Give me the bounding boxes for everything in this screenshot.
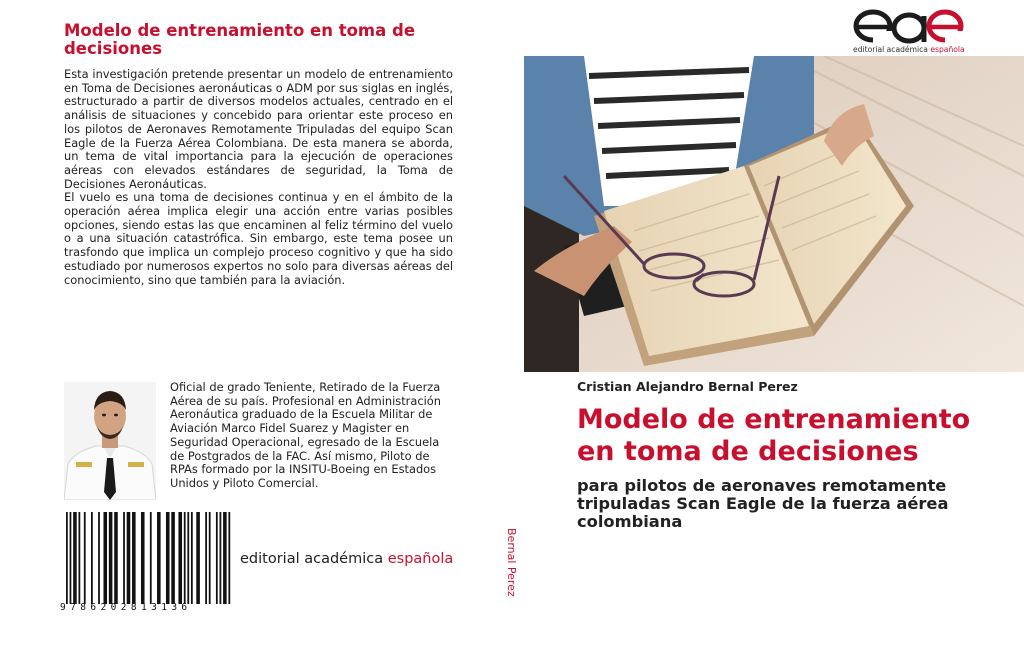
barcode-bar: [184, 512, 186, 604]
front-subtitle: para pilotos de aeronaves remotamente tripuladas Scan Eagle de la fuerza aérea colombiana: [577, 476, 949, 531]
front-author: Cristian Alejandro Bernal Perez: [577, 379, 798, 394]
barcode-bar: [171, 512, 175, 604]
isbn-number: 9786202813136: [60, 602, 192, 613]
barcode-bar: [109, 512, 113, 604]
barcode-bar: [84, 512, 86, 604]
barcode-bar: [91, 512, 93, 604]
barcode-bar: [196, 512, 200, 604]
author-bio: Oficial de grado Teniente, Retirado de la Fuerza Aérea de su país. Profesional en Administración Aeronáutica graduado de la Escuela Militar de Aviación Marco Fidel Suarez y Magister en Seguridad Operacional, egresado de la Escuela de Postgrados de la FAC. Así mismo, Piloto de RPAs formado por la INSITU-Boeing en Estados Unidos y Piloto Comercial.: [170, 380, 441, 490]
barcode-bar: [123, 512, 125, 604]
barcode-bar: [191, 512, 193, 604]
cover-photo: [524, 56, 1024, 372]
logo-caption-main: editorial académica: [853, 45, 931, 54]
front-title: Modelo de entrenamiento en toma de decisiones: [577, 404, 971, 467]
barcode: [64, 512, 234, 616]
logo-caption: [853, 45, 965, 54]
barcode-bar: [223, 512, 227, 604]
back-cover-title: Modelo de entrenamiento en toma de decisiones: [64, 21, 416, 58]
barcode-bar: [187, 512, 189, 604]
barcode-bar: [209, 512, 211, 604]
barcode-bar: [70, 512, 72, 604]
barcode-bar: [103, 512, 107, 604]
spine-author: Bernal Perez: [505, 528, 518, 597]
back-publisher-accent: española: [387, 551, 454, 567]
barcode-bar: [127, 512, 131, 604]
barcode-bar: [78, 512, 80, 604]
barcode-bar: [157, 512, 161, 604]
back-publisher-name: [240, 551, 453, 567]
barcode-bar: [205, 512, 207, 604]
logo-caption-accent: española: [930, 45, 965, 54]
barcode-bar: [98, 512, 100, 604]
back-cover-blurb: [64, 68, 453, 287]
barcode-bar: [150, 512, 152, 604]
blurb-paragraph-1: Esta investigación pretende presentar un modelo de entrenamiento en Toma de Decisiones aeronáuticas o ADM por sus siglas en inglés, estructurado a partir de diversos modelos actuales, centrado en el análisis de situaciones y concebido para orientar este proceso en los pilotos de Aeronaves Remotamente Tripuladas del equipo Scan Eagle de la Fuerza Aérea Colombiana. De esta manera se aborda, un tema de vital importancia para la ejecución de operaciones aéreas con elevados estándares de seguridad, la Toma de Decisiones Aeronáuticas.: [64, 67, 453, 191]
barcode-bar: [132, 512, 136, 604]
barcode-bar: [216, 512, 218, 604]
barcode-bar: [141, 512, 145, 604]
barcode-bar: [66, 512, 68, 604]
back-publisher-main: editorial académica: [240, 551, 388, 567]
barcode-bar: [73, 512, 77, 604]
barcode-bar: [114, 512, 118, 604]
barcode-bar: [166, 512, 170, 604]
blurb-paragraph-2: El vuelo es una toma de decisiones continua y en el ámbito de la operación aérea implica elegir una acción entre varias posibles opciones, siendo estas las que encaminen al feliz término del vuelo o a una situación catastrófica. Sin embargo, este tema posee un trasfondo que implica un complejo proceso cognitivo y que ha sido estudiado por numerosos expertos no solo para diversas aéreas del conocimiento, sino que también para la aviación.: [64, 190, 453, 287]
barcode-bar: [178, 512, 182, 604]
author-photo: [64, 382, 156, 500]
barcode-bar: [228, 512, 230, 604]
barcode-bar: [220, 512, 222, 604]
